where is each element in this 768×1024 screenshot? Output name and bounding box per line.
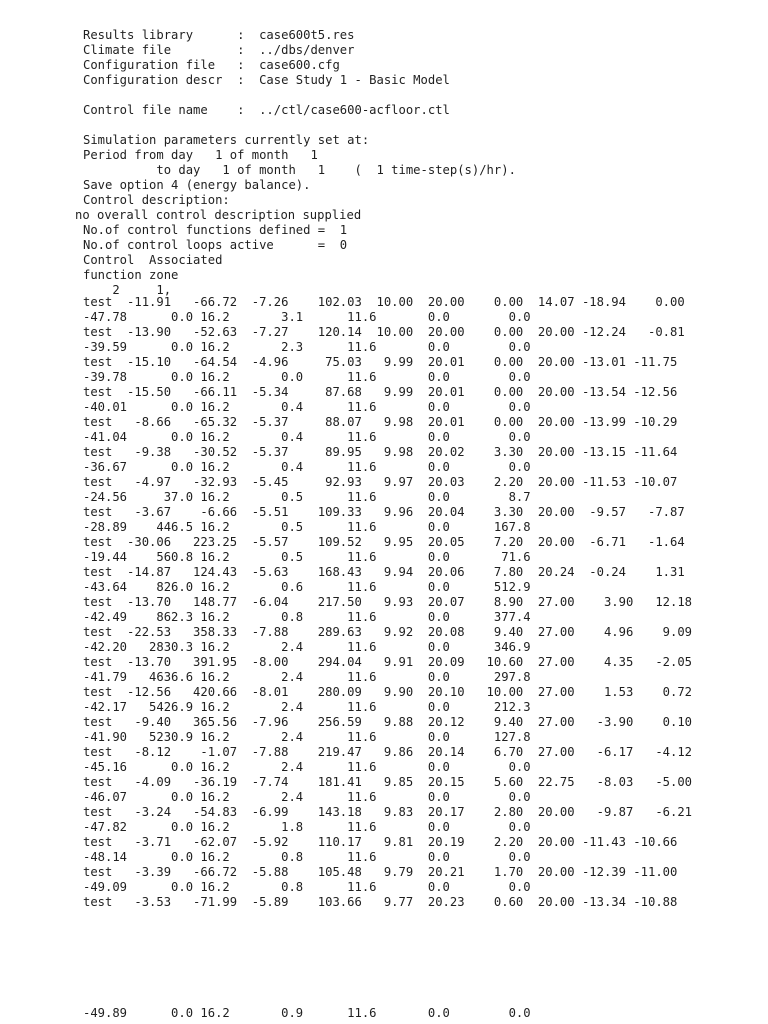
data-row-test: test -22.53 358.33 -7.88 289.63 9.92 20.08 9.40 27.00 4.96 9.09 (83, 625, 693, 639)
data-row-test: test -3.67 -6.66 -5.51 109.33 9.96 20.04 3.30 20.00 -9.57 -7.87 (83, 505, 685, 519)
data-row-continuation: -42.17 5426.9 16.2 2.4 11.6 0.0 212.3 (83, 700, 531, 714)
data-row-test: test -13.70 148.77 -6.04 217.50 9.93 20.07 8.90 27.00 3.90 12.18 (83, 595, 693, 609)
header-line: Results library : case600t5.res (83, 28, 355, 42)
data-row-continuation: -48.14 0.0 16.2 0.8 11.6 0.0 0.0 (83, 850, 531, 864)
header-line: Control file name : ../ctl/case600-acfloor.ctl (83, 103, 450, 117)
data-row-continuation: -39.78 0.0 16.2 0.0 11.6 0.0 0.0 (83, 370, 531, 384)
data-row-test: test -9.40 365.56 -7.96 256.59 9.88 20.12 9.40 27.00 -3.90 0.10 (83, 715, 693, 729)
data-row-test: test -11.91 -66.72 -7.26 102.03 10.00 20.00 0.00 14.07 -18.94 0.00 (83, 295, 685, 309)
data-row-test: test -4.97 -32.93 -5.45 92.93 9.97 20.03 2.20 20.00 -11.53 -10.07 (83, 475, 678, 489)
data-row-continuation: -40.01 0.0 16.2 0.4 11.6 0.0 0.0 (83, 400, 531, 414)
data-row-continuation: -39.59 0.0 16.2 2.3 11.6 0.0 0.0 (83, 340, 531, 354)
header-line: Configuration file : case600.cfg (83, 58, 340, 72)
data-row-continuation: -36.67 0.0 16.2 0.4 11.6 0.0 0.0 (83, 460, 531, 474)
data-row-continuation: -41.04 0.0 16.2 0.4 11.6 0.0 0.0 (83, 430, 531, 444)
data-row-test: test -4.09 -36.19 -7.74 181.41 9.85 20.15 5.60 22.75 -8.03 -5.00 (83, 775, 693, 789)
data-row-continuation: -43.64 826.0 16.2 0.6 11.6 0.0 512.9 (83, 580, 531, 594)
header-line: No.of control loops active = 0 (83, 238, 348, 252)
data-row-continuation: -47.82 0.0 16.2 1.8 11.6 0.0 0.0 (83, 820, 531, 834)
data-row-test: test -13.90 -52.63 -7.27 120.14 10.00 20.00 0.00 20.00 -12.24 -0.81 (83, 325, 685, 339)
data-row-continuation: -19.44 560.8 16.2 0.5 11.6 0.0 71.6 (83, 550, 531, 564)
data-row-continuation: -41.79 4636.6 16.2 2.4 11.6 0.0 297.8 (83, 670, 531, 684)
data-row-test: test -3.53 -71.99 -5.89 103.66 9.77 20.23 0.60 20.00 -13.34 -10.88 (83, 895, 678, 909)
header-line: 2 1, (83, 283, 172, 297)
header-line: Control description: (83, 193, 230, 207)
data-row-test: test -3.71 -62.07 -5.92 110.17 9.81 20.19 2.20 20.00 -11.43 -10.66 (83, 835, 678, 849)
header-line: Control Associated (83, 253, 223, 267)
header-line: Save option 4 (energy balance). (83, 178, 311, 192)
data-row-test: test -15.50 -66.11 -5.34 87.68 9.99 20.01 0.00 20.00 -13.54 -12.56 (83, 385, 678, 399)
data-row-continuation: -49.89 0.0 16.2 0.9 11.6 0.0 0.0 (83, 1006, 531, 1020)
header-line: Period from day 1 of month 1 (83, 148, 318, 162)
data-row-continuation: -24.56 37.0 16.2 0.5 11.6 0.0 8.7 (83, 490, 531, 504)
data-row-continuation: -47.78 0.0 16.2 3.1 11.6 0.0 0.0 (83, 310, 531, 324)
data-row-continuation: -46.07 0.0 16.2 2.4 11.6 0.0 0.0 (83, 790, 531, 804)
data-row-continuation: -28.89 446.5 16.2 0.5 11.6 0.0 167.8 (83, 520, 531, 534)
data-row-continuation: -42.20 2830.3 16.2 2.4 11.6 0.0 346.9 (83, 640, 531, 654)
data-row-test: test -8.12 -1.07 -7.88 219.47 9.86 20.14 6.70 27.00 -6.17 -4.12 (83, 745, 693, 759)
header-line: function zone (83, 268, 179, 282)
data-row-test: test -3.24 -54.83 -6.99 143.18 9.83 20.17 2.80 20.00 -9.87 -6.21 (83, 805, 693, 819)
data-row-test: test -14.87 124.43 -5.63 168.43 9.94 20.06 7.80 20.24 -0.24 1.31 (83, 565, 685, 579)
header-line: Climate file : ../dbs/denver (83, 43, 355, 57)
data-row-continuation: -49.09 0.0 16.2 0.8 11.6 0.0 0.0 (83, 880, 531, 894)
header-line: Simulation parameters currently set at: (83, 133, 370, 147)
data-row-continuation: -45.16 0.0 16.2 2.4 11.6 0.0 0.0 (83, 760, 531, 774)
data-row-test: test -12.56 420.66 -8.01 280.09 9.90 20.10 10.00 27.00 1.53 0.72 (83, 685, 693, 699)
data-row-continuation: -41.90 5230.9 16.2 2.4 11.6 0.0 127.8 (83, 730, 531, 744)
header-line: No.of control functions defined = 1 (83, 223, 348, 237)
data-row-continuation: -42.49 862.3 16.2 0.8 11.6 0.0 377.4 (83, 610, 531, 624)
data-row-test: test -8.66 -65.32 -5.37 88.07 9.98 20.01 0.00 20.00 -13.99 -10.29 (83, 415, 678, 429)
data-row-test: test -13.70 391.95 -8.00 294.04 9.91 20.09 10.60 27.00 4.35 -2.05 (83, 655, 693, 669)
header-line: to day 1 of month 1 ( 1 time-step(s)/hr). (83, 163, 516, 177)
data-row-test: test -3.39 -66.72 -5.88 105.48 9.79 20.21 1.70 20.00 -12.39 -11.00 (83, 865, 678, 879)
header-line: Configuration descr : Case Study 1 - Basic Model (83, 73, 450, 87)
data-row-test: test -30.06 223.25 -5.57 109.52 9.95 20.05 7.20 20.00 -6.71 -1.64 (83, 535, 685, 549)
data-row-test: test -9.38 -30.52 -5.37 89.95 9.98 20.02 3.30 20.00 -13.15 -11.64 (83, 445, 678, 459)
header-line: no overall control description supplied (75, 208, 362, 222)
data-row-test: test -15.10 -64.54 -4.96 75.03 9.99 20.01 0.00 20.00 -13.01 -11.75 (83, 355, 678, 369)
